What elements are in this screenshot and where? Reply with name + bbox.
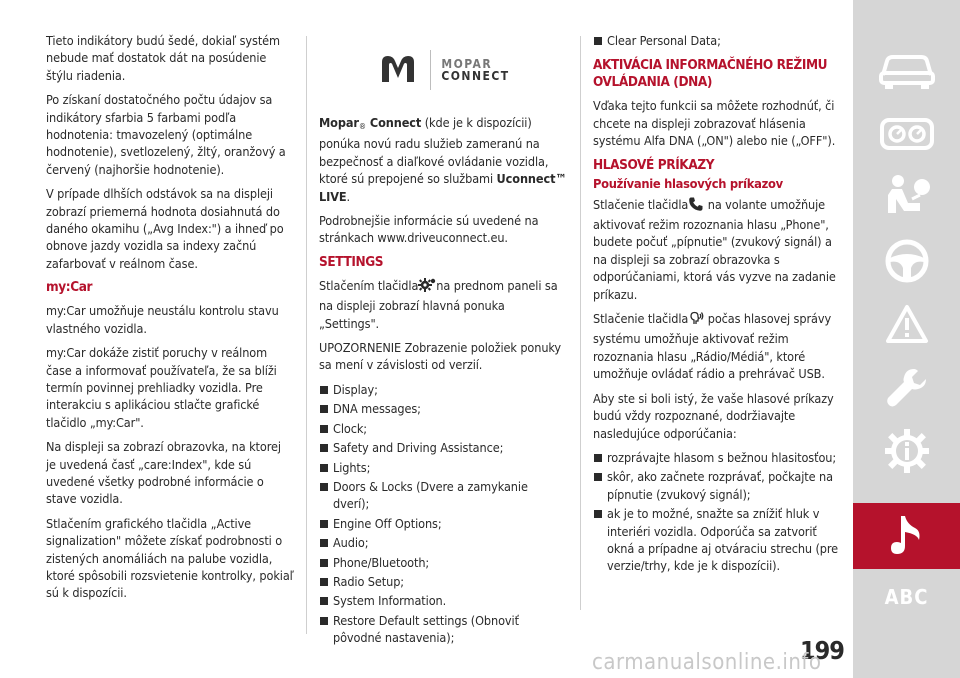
page-number: 199	[800, 636, 844, 665]
bullet-square-icon	[594, 37, 602, 45]
section-heading-dna: AKTIVÁCIA INFORMAČNÉHO REŽIMU OVLÁDANIA (DNA)	[593, 57, 828, 91]
bullet-square-icon	[320, 425, 328, 433]
text: Stlačenie tlačidla	[593, 196, 689, 212]
bullet-square-icon	[320, 597, 328, 605]
paragraph: UPOZORNENIE Zobrazenie položiek ponuky sa mení v závislosti od verzií.	[319, 340, 562, 373]
paragraph: V prípade dlhších odstávok sa na displeji zobrazí priemerná hodnota dosiahnutá do daného okamihu („Avg Index:") a ihneď po obnove jazdy vozidla sa indexy začnú zafarbovať v reálnom čase.	[46, 186, 284, 271]
list-item	[319, 592, 567, 609]
list-item	[319, 439, 567, 456]
list-item-text: Display;	[333, 381, 378, 397]
bullet-square-icon	[320, 578, 328, 586]
list-item-text: ak je to možné, snažte sa znížiť hluk v interiéri vozidla. Odporúča sa zatvoriť okná a prípadne aj otváraciu strechu (pre verzie/trhy, kde je k dispozícii).	[607, 506, 839, 574]
text: na volante umožňuje aktivovať režim rozoznania hlasu „Phone", budete počuť „pípnutie" (zvukový signál) a na displeji sa zobrazí obrazovka s odporúčaniami, ktorá vás vyzve na zadanie príkazu.	[593, 196, 836, 302]
text: na prednom paneli sa na displeji zobrazí hlavná ponuka „Settings".	[319, 277, 558, 331]
dashboard-icon	[879, 117, 935, 155]
list-item	[593, 449, 845, 466]
list-item-text: DNA messages;	[333, 401, 421, 417]
text: .	[346, 188, 351, 204]
warning-triangle-icon	[885, 304, 929, 348]
wrench-icon	[884, 365, 930, 415]
settings-list	[319, 381, 567, 647]
chapter-tab-emergency[interactable]	[853, 293, 960, 359]
bullet-square-icon	[320, 386, 328, 394]
list-item-text: Phone/Bluetooth;	[333, 554, 430, 570]
bullet-square-icon	[594, 473, 602, 481]
list-item-text: System Information.	[333, 593, 447, 609]
mopar-m-icon	[376, 48, 420, 92]
text: Stlačením tlačidla	[319, 277, 419, 293]
list-item-text: skôr, ako začnete rozprávať, počkajte na pípnutie (zvukový signál);	[607, 469, 833, 502]
column-divider	[580, 36, 581, 610]
voice-command-icon	[688, 310, 704, 330]
list-item	[319, 515, 567, 532]
music-note-icon	[887, 512, 927, 560]
list-item	[319, 400, 567, 417]
paragraph: my:Car dokáže zistiť poruchy v reálnom čase a informovať používateľa, že sa blíži termín povinnej prehliadky vozidla. Pre interakciu s aplikáciou stlačte grafické tlačidlo „my:Car".	[46, 345, 277, 430]
list-item	[319, 420, 567, 437]
subheading-voice-usage: Používanie hlasových príkazov	[593, 176, 783, 192]
brand-mopar: Mopar	[319, 115, 359, 130]
bullet-square-icon	[320, 405, 328, 413]
phone-icon	[688, 196, 704, 216]
logo-word-connect: CONNECT	[441, 69, 510, 83]
voice-tips-list	[593, 449, 845, 575]
chapter-tab-multimedia[interactable]	[853, 503, 960, 569]
chapter-tab-technical-data[interactable]	[853, 420, 960, 486]
list-item-text: Lights;	[333, 459, 371, 475]
list-item-text: Restore Default settings (Obnoviť pôvodné nastavenia);	[333, 612, 519, 646]
list-item	[593, 468, 845, 503]
chapter-tab-vehicle[interactable]	[853, 40, 960, 106]
bullet-square-icon	[320, 464, 328, 472]
car-icon	[877, 51, 937, 95]
gear-info-icon	[883, 427, 931, 479]
list-item	[319, 554, 567, 571]
text: Stlačenie tlačidla	[593, 311, 689, 327]
column-divider	[306, 36, 307, 634]
column-middle	[319, 32, 567, 649]
paragraph: Tieto indikátory budú šedé, dokiaľ systém nebude mať dostatok dát na posúdenie štýlu riadenia.	[46, 33, 280, 83]
brand-uconnect: Uconnect™ LIVE	[319, 171, 567, 204]
paragraph: Vďaka tejto funkcii sa môžete rozhodnúť, či chcete na displeji zobrazovať hlásenia systému Alfa DNA („ON") alebo nie („OFF").	[593, 98, 836, 149]
paragraph: Stlačením grafického tlačidla „Active signalization" môžete získať podrobnosti o zistených anomáliách na palube vozidla, ktoré spôsobili rozsvietenie kontrolky, pokiaľ sú k dispozícii.	[46, 515, 294, 601]
list-item-text: Safety and Driving Assistance;	[333, 440, 504, 456]
paragraph-settings	[319, 277, 567, 332]
bullet-square-icon	[320, 520, 328, 528]
list-item-text: Audio;	[333, 535, 369, 551]
paragraph-voice-button	[593, 310, 845, 383]
paragraph: Po získaní dostatočného počtu údajov sa indikátory sfarbia 5 farbami podľa hodnotenia: tmavozelený (optimálne hodnotenie), svetlozelený, žltý, oranžový a červený (najhoršie hodnotenie).	[46, 92, 286, 177]
list-item	[319, 459, 567, 476]
list-item	[319, 534, 567, 551]
list-item	[593, 32, 845, 49]
logo-wordmark	[441, 58, 509, 82]
bullet-square-icon	[320, 483, 328, 491]
chapter-sidebar	[853, 0, 960, 678]
bullet-square-icon	[594, 454, 602, 462]
bullet-square-icon	[594, 510, 602, 518]
paragraph: Aby ste si boli istý, že vaše hlasové príkazy budú vždy rozpoznané, dodržiavajte nasledujúce odporúčania:	[593, 390, 834, 441]
registered-mark: ®	[358, 122, 367, 131]
list-item-text: Engine Off Options;	[333, 515, 442, 531]
chapter-tab-safety[interactable]	[853, 166, 960, 232]
list-item	[319, 573, 567, 590]
mopar-connect-logo	[319, 44, 567, 96]
seat-airbag-icon	[882, 173, 932, 225]
text: (kde je k dispozícii) ponúka novú radu služieb zameranú na bezpečnosť a diaľkové ovládanie vozidla, ktoré sú prepojené so službami	[319, 115, 549, 187]
chapter-tab-index[interactable]: ABC	[884, 585, 929, 609]
paragraph-phone-button	[593, 196, 845, 303]
paragraph: my:Car umožňuje neustálu kontrolu stavu vlastného vozidla.	[46, 303, 279, 336]
paragraph: Podrobnejšie informácie sú uvedené na stránkach www.driveuconnect.eu.	[319, 213, 539, 246]
list-item-text: rozprávajte hlasom s bežnou hlasitosťou;	[607, 449, 837, 465]
column-right	[593, 32, 845, 577]
list-item-text: Doors & Locks (Dvere a zamykanie dverí);	[333, 478, 528, 512]
chapter-tab-maintenance[interactable]	[853, 357, 960, 423]
logo-word-mopar: MOPAR	[441, 57, 493, 71]
paragraph-mopar-connect	[319, 114, 567, 205]
list-item	[319, 612, 567, 647]
bullet-square-icon	[320, 559, 328, 567]
list-item-text: Clock;	[333, 420, 368, 436]
section-heading-mycar: my:Car	[46, 279, 93, 296]
settings-gear-icon	[418, 277, 436, 297]
watermark: carmanualsonline.info	[592, 650, 822, 675]
bullet-square-icon	[320, 617, 328, 625]
section-heading-voice-commands: HLASOVÉ PRÍKAZY	[593, 156, 715, 173]
brand-connect: Connect	[366, 115, 422, 130]
list-item	[319, 478, 567, 513]
list-item-text: Clear Personal Data;	[607, 33, 721, 48]
steering-wheel-icon	[884, 238, 930, 288]
paragraph: Na displeji sa zobrazí obrazovka, na ktorej je uvedená časť „care:Index", kde sú uvedené všetky podrobné informácie o stave vozidla.	[46, 439, 281, 507]
logo-divider	[430, 50, 431, 90]
list-item	[319, 381, 567, 398]
chapter-tab-dashboard[interactable]	[853, 103, 960, 169]
bullet-square-icon	[320, 539, 328, 547]
list-item-text: Radio Setup;	[333, 573, 405, 589]
column-left	[46, 32, 294, 609]
text: počas hlasovej správy systému umožňuje aktivovať režim rozoznania hlasu „Rádio/Médiá", ktoré umožňuje ovládať rádio a prehrávač USB.	[593, 311, 832, 382]
list-item	[593, 505, 845, 575]
section-heading-settings: SETTINGS	[319, 253, 384, 270]
bullet-square-icon	[320, 444, 328, 452]
chapter-tab-driving[interactable]	[853, 230, 960, 296]
